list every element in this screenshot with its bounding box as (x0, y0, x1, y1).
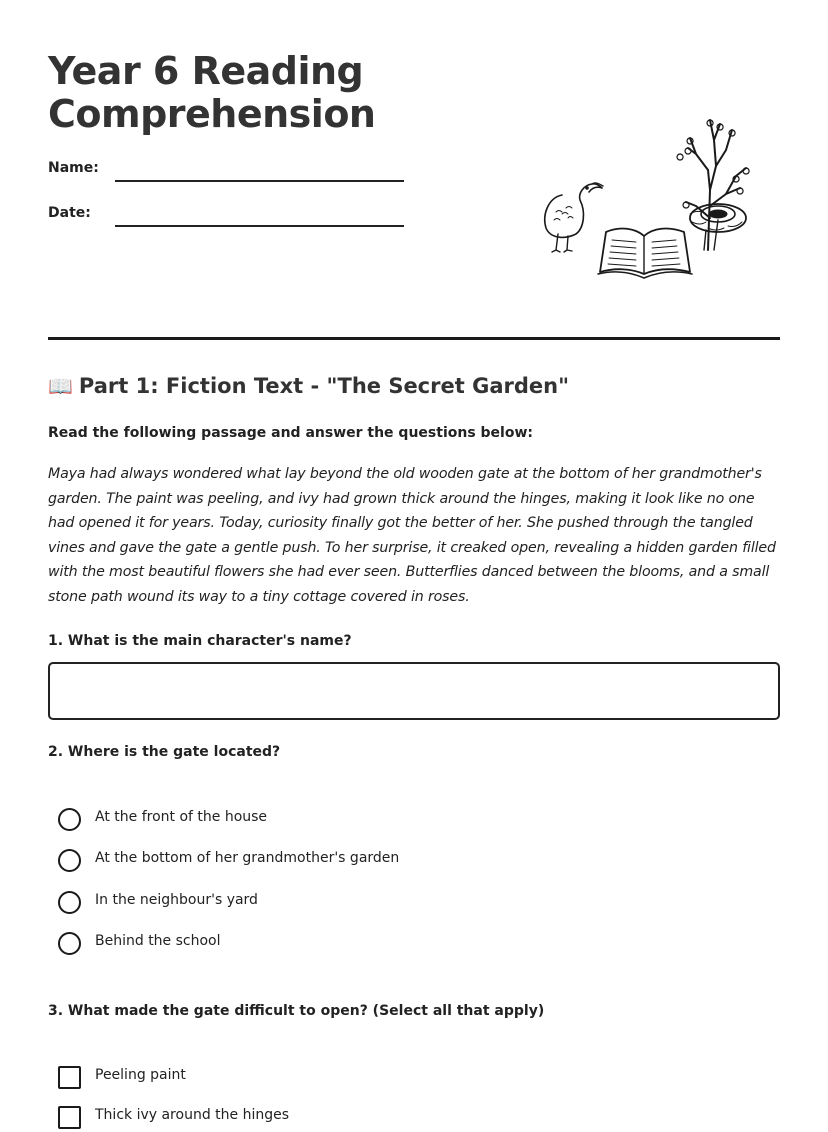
option-label: At the front of the house (95, 809, 268, 825)
radio-button[interactable] (58, 932, 81, 955)
part1-instructions: Read the following passage and answer the questions below: (48, 425, 533, 441)
question-2-option-4[interactable] (58, 932, 558, 958)
part1-heading-text: Part 1: Fiction Text - "The Secret Garden" (78, 374, 570, 398)
radio-button[interactable] (58, 891, 81, 914)
nest-icon (690, 204, 746, 232)
question-2-option-3[interactable] (58, 891, 558, 917)
question-2-option-2[interactable] (58, 849, 558, 875)
name-input[interactable] (115, 180, 404, 182)
header-illustration (540, 110, 755, 280)
option-label: Behind the school (95, 933, 221, 949)
kiwi-bird-icon (545, 183, 603, 252)
date-field-row (48, 205, 408, 235)
question-1: 1. What is the main character's name? (48, 633, 352, 649)
reading-passage: Maya had always wondered what lay beyond the old wooden gate at the bottom of her grandmother's garden. The paint was peeling, and ivy had grown thick around the hinges, making it look like no one had opened it for years. Today, curiosity finally got the better of her. She pushed through the tangled vines and gave the gate a gentle push. To her surprise, it creaked open, revealing a hidden garden filled with the most beautiful flowers she had ever seen. Butterflies danced between the blooms, and a small stone path wound its way to a tiny cottage covered in roses. (48, 466, 776, 605)
name-field-row (48, 160, 408, 190)
radio-button[interactable] (58, 808, 81, 831)
open-book-icon (598, 229, 692, 278)
tree-icon (677, 120, 749, 250)
open-book-emoji-icon: 📖 (48, 374, 73, 398)
radio-button[interactable] (58, 849, 81, 872)
option-label: Peeling paint (95, 1067, 186, 1083)
date-input[interactable] (115, 225, 404, 227)
page-title (48, 50, 375, 136)
checkbox[interactable] (58, 1066, 81, 1089)
option-label: At the bottom of her grandmother's garden (95, 850, 400, 866)
question-3: 3. What made the gate difficult to open? (Select all that apply) (48, 1003, 545, 1019)
title-line-2: Comprehension (48, 92, 376, 136)
part1-heading (48, 374, 569, 398)
name-label: Name: (48, 160, 99, 176)
question-2-option-1[interactable] (58, 808, 558, 834)
question-3-option-1[interactable] (58, 1066, 558, 1092)
date-label: Date: (48, 205, 91, 221)
question-2: 2. Where is the gate located? (48, 744, 281, 760)
section-divider (48, 337, 780, 340)
title-line-1: Year 6 Reading (48, 49, 364, 93)
question-3-option-2[interactable] (58, 1106, 558, 1132)
question-1-answer-input[interactable] (48, 662, 780, 720)
option-label: In the neighbour's yard (95, 892, 258, 908)
option-label: Thick ivy around the hinges (95, 1107, 290, 1123)
